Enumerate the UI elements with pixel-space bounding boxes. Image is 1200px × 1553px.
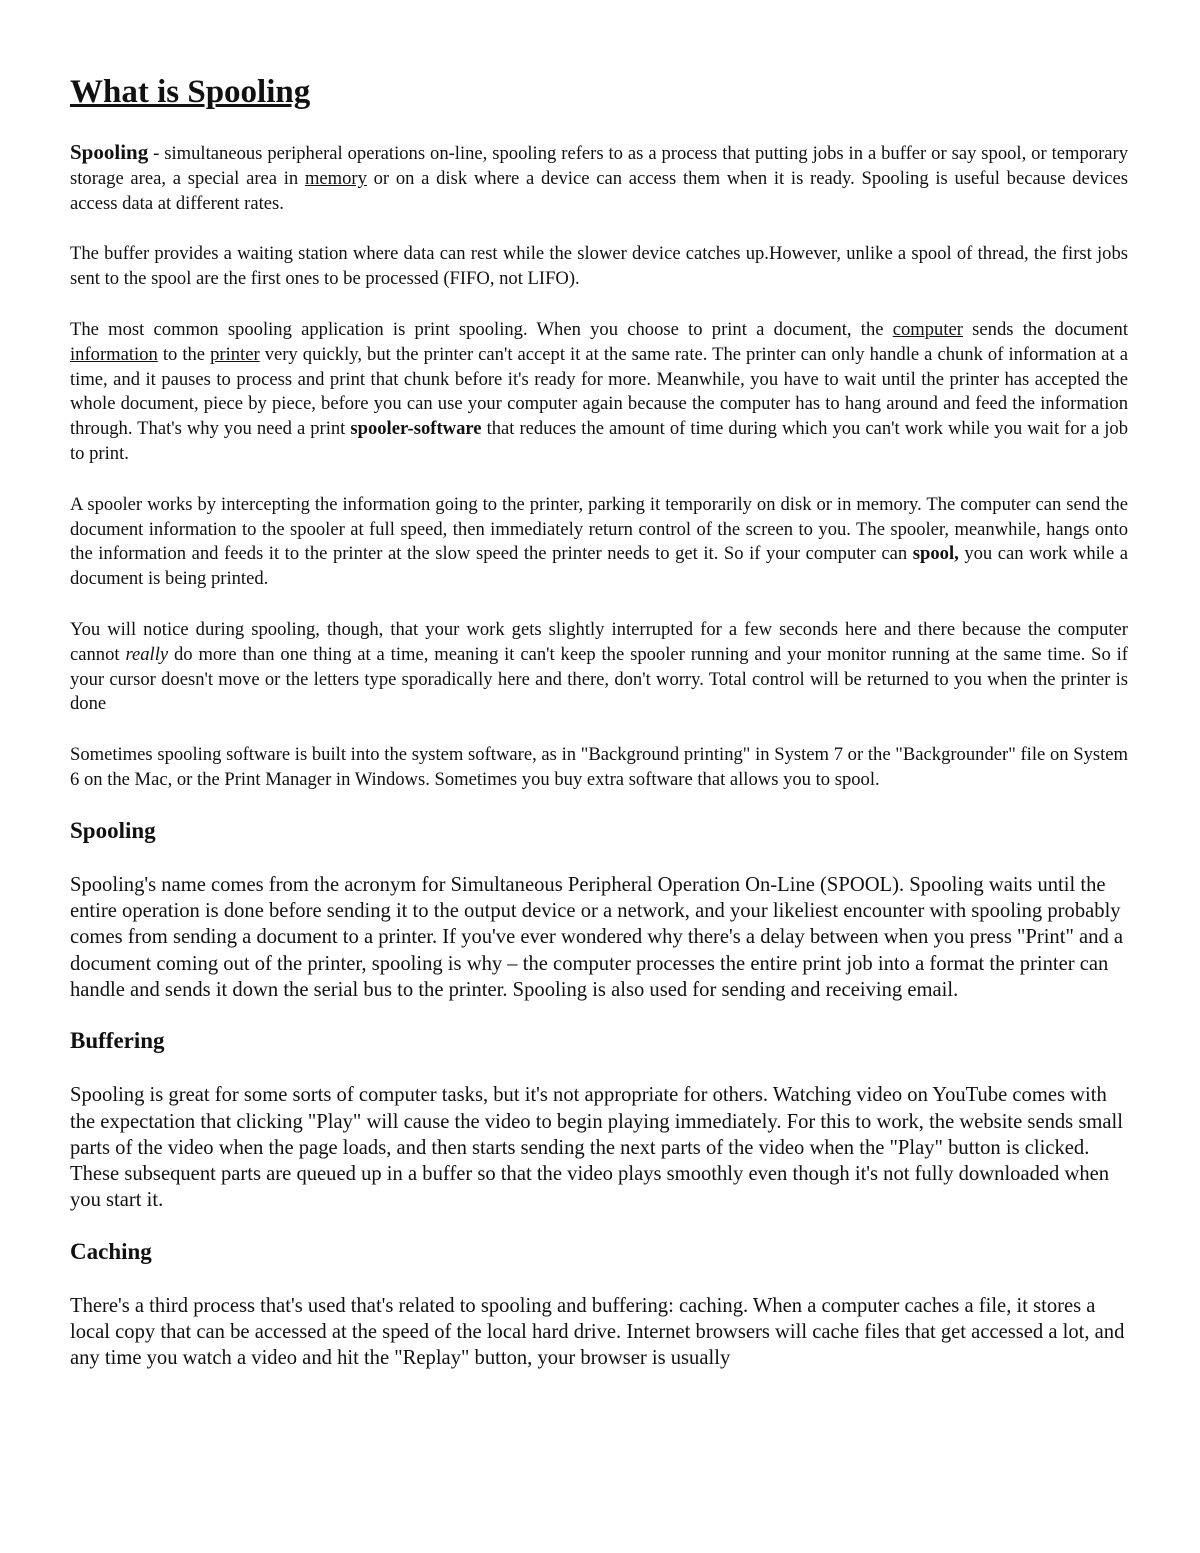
heading-caching: Caching bbox=[70, 1238, 152, 1264]
bold-spooler-software: spooler-software bbox=[350, 418, 482, 440]
paragraph-caching-section: There's a third process that's used that's related to spooling and buffering: caching. When a computer caches a file, it stores a local copy that can be accessed at the speed of the local hard drive. Internet browsers will cache files that get accessed a lot, and any time you watch a video and hit the "Replay" button, your browser is usually bbox=[70, 1294, 1125, 1370]
paragraph-text: very quickly, but the printer can't accept it at the same rate. The printer can only handle a chunk of information at a time, and it pauses to process and print that chunk before it's ready for more. Meanwhile, you have to wait until the printer has accepted the whole document, piece by piece, before you can use your computer again because the computer has to hang around and feed the information through. That's why you need a print bbox=[70, 343, 1128, 440]
paragraph-text: to the bbox=[157, 343, 211, 365]
paragraph-text: do more than one thing at a time, meaning it can't keep the spooler running and your monitor running at the same time. So if your cursor doesn't move or the letters type sporadically here and there, don't worry. Total control will be returned to you when the printer is done bbox=[70, 643, 1128, 715]
link-information[interactable]: information bbox=[70, 343, 158, 365]
italic-really: really bbox=[125, 643, 169, 665]
document-page bbox=[70, 68, 1128, 1372]
paragraph-spooler-works bbox=[70, 493, 1128, 592]
bold-spool: spool, bbox=[912, 543, 959, 565]
paragraph-system-software: Sometimes spooling software is built into the system software, as in "Background printing" in System 7 or the "Backgrounder" file on System 6 on the Mac, or the Print Manager in Windows. Sometimes you buy extra software that allows you to spool. bbox=[70, 744, 1128, 790]
page-title: What is Spooling bbox=[70, 74, 311, 110]
heading-spooling: Spooling bbox=[70, 817, 156, 843]
heading-buffering: Buffering bbox=[70, 1028, 165, 1054]
term-spooling: Spooling bbox=[70, 140, 149, 164]
paragraph-buffering-section: Spooling is great for some sorts of computer tasks, but it's not appropriate for others. Watching video on YouTube comes with the expectation that clicking "Play" will cause the video to begin playing immediately. For this to work, the website sends small parts of the video when the page loads, and then starts sending the next parts of the video when the "Play" button is clicked. These subsequent parts are queued up in a buffer so that the video plays smoothly even though it's not fully downloaded when you start it. bbox=[70, 1084, 1123, 1212]
paragraph-spooling-section: Spooling's name comes from the acronym for Simultaneous Peripheral Operation On-Line (SPOOL). Spooling waits until the entire operation is done before sending it to the output device or a network, and your likeliest encounter with spooling probably comes from sending a document to a printer. If you've ever wondered why there's a delay between when you press "Print" and a document coming out of the printer, spooling is why – the computer processes the entire print job into a format the printer can handle and sends it down the serial bus to the printer. Spooling is also used for sending and receiving email. bbox=[70, 873, 1124, 1001]
paragraph-definition bbox=[70, 140, 1128, 216]
paragraph-text: or on a disk where a device can access them when it is ready. Spooling is useful because devices access data at different rates. bbox=[70, 167, 1128, 214]
link-printer[interactable]: printer bbox=[210, 343, 260, 365]
paragraph-text: that reduces the amount of time during which you can't work while you wait for a job to print. bbox=[70, 418, 1128, 464]
paragraph-text: - simultaneous peripheral operations on-line, spooling refers to as a process that putting jobs in a buffer or say spool, or temporary storage area, a special area in bbox=[70, 143, 1128, 189]
link-memory[interactable]: memory bbox=[304, 167, 367, 189]
paragraph-text: The most common spooling application is print spooling. When you choose to print a document, the bbox=[70, 318, 893, 340]
paragraph-interruptions bbox=[70, 618, 1128, 717]
paragraph-text: sends the document bbox=[962, 318, 1128, 340]
paragraph-text: you can work while a document is being printed. bbox=[70, 543, 1129, 590]
paragraph-text: A spooler works by intercepting the information going to the printer, parking it temporarily on disk or in memory. The computer can send the document information to the spooler at full speed, then immediately return control of the screen to you. The spooler, meanwhile, hangs onto the information and feeds it to the printer at the slow speed the printer needs to get it. So if your computer can bbox=[70, 493, 1128, 565]
link-computer[interactable]: computer bbox=[892, 318, 963, 340]
paragraph-print-spooling bbox=[70, 318, 1128, 467]
paragraph-text: You will notice during spooling, though, that your work gets slightly interrupted for a few seconds here and there because the computer cannot bbox=[70, 618, 1128, 665]
paragraph-buffer: The buffer provides a waiting station where data can rest while the slower device catches up.However, unlike a spool of thread, the first jobs sent to the spool are the first ones to be processed (FIFO, not LIFO). bbox=[70, 243, 1128, 290]
